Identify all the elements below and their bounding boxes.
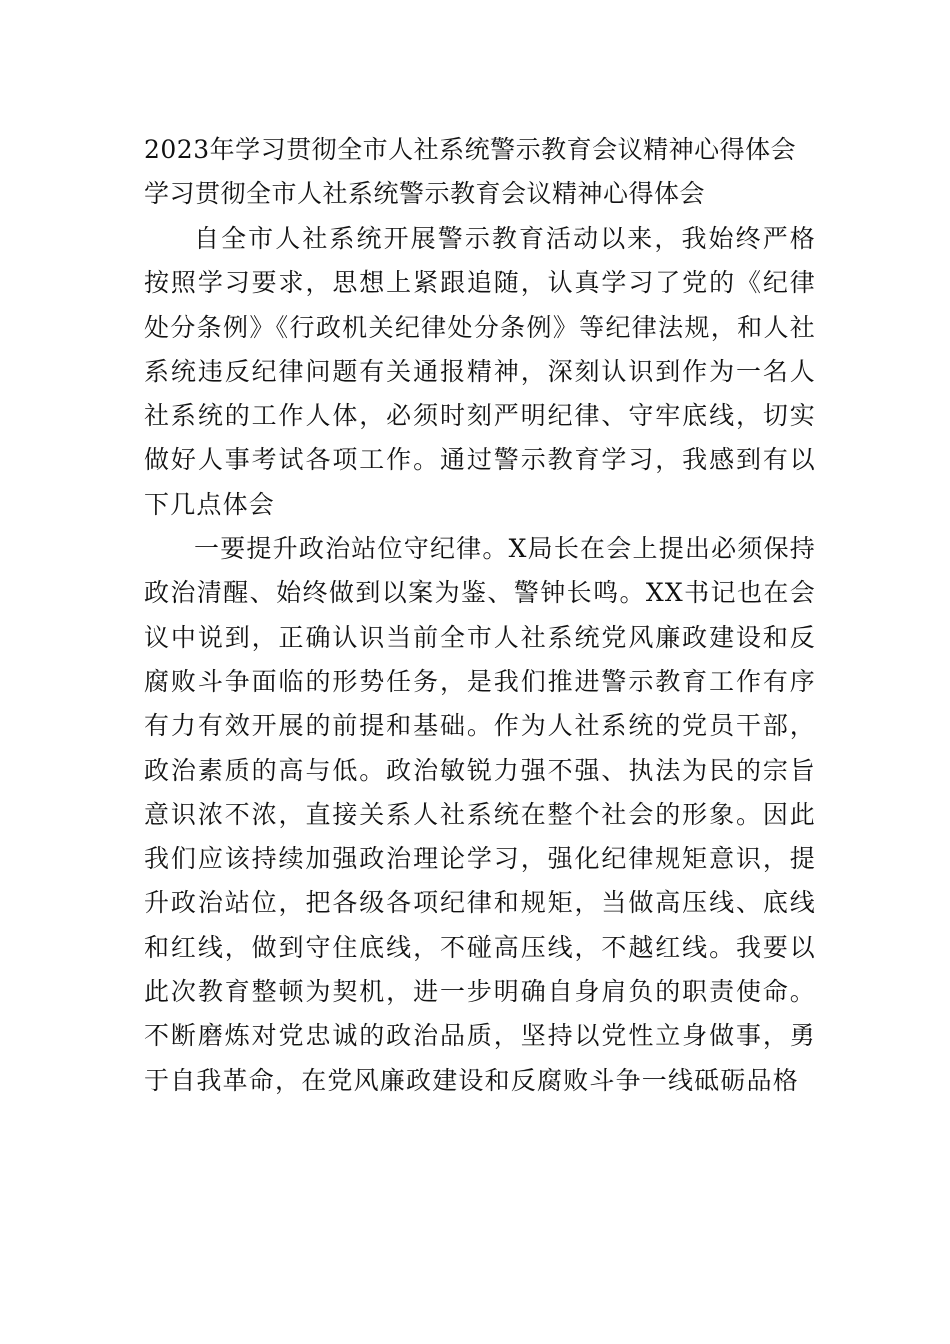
document-subtitle: 学习贯彻全市人社系统警示教育会议精神心得体会 [144, 179, 706, 208]
paragraph-point-one: 一要提升政治站位守纪律。X局长在会上提出必须保持政治清醒、始终做到以案为鉴、警钟长鸣。XX书记也在会议中说到，正确认识当前全市人社系统党风廉政建设和反腐败斗争面临的形势任务，是我们推进警示教育工作有序有力有效开展的前提和基础。作为人社系统的党员干部，政治素质的高与低。政治敏锐力强不强、执法为民的宗旨意识浓不浓，直接关系人社系统在整个社会的形象。因此我们应该持续加强政治理论学习，强化纪律规矩意识，提升政治站位，把各级各项纪律和规矩，当做高压线、底线和红线，做到守住底线，不碰高压线，不越红线。我要以此次教育整顿为契机，进一步明确自身肩负的职责使命。不断磨炼对党忠诚的政治品质，坚持以党性立身做事，勇于自我革命，在党风廉政建设和反腐败斗争一线砥砺品格 [144, 534, 816, 1095]
paragraph-intro: 自全市人社系统开展警示教育活动以来，我始终严格按照学习要求，思想上紧跟追随，认真学习了党的《纪律处分条例》《行政机关纪律处分条例》等纪律法规，和人社系统违反纪律问题有关通报精神，深刻认识到作为一名人社系统的工作人体，必须时刻严明纪律、守牢底线，切实做好人事考试各项工作。通过警示教育学习，我感到有以下几点体会 [144, 224, 816, 519]
document-title: 2023年学习贯彻全市人社系统警示教育会议精神心得体会 [144, 135, 797, 164]
document-page [144, 128, 816, 1103]
